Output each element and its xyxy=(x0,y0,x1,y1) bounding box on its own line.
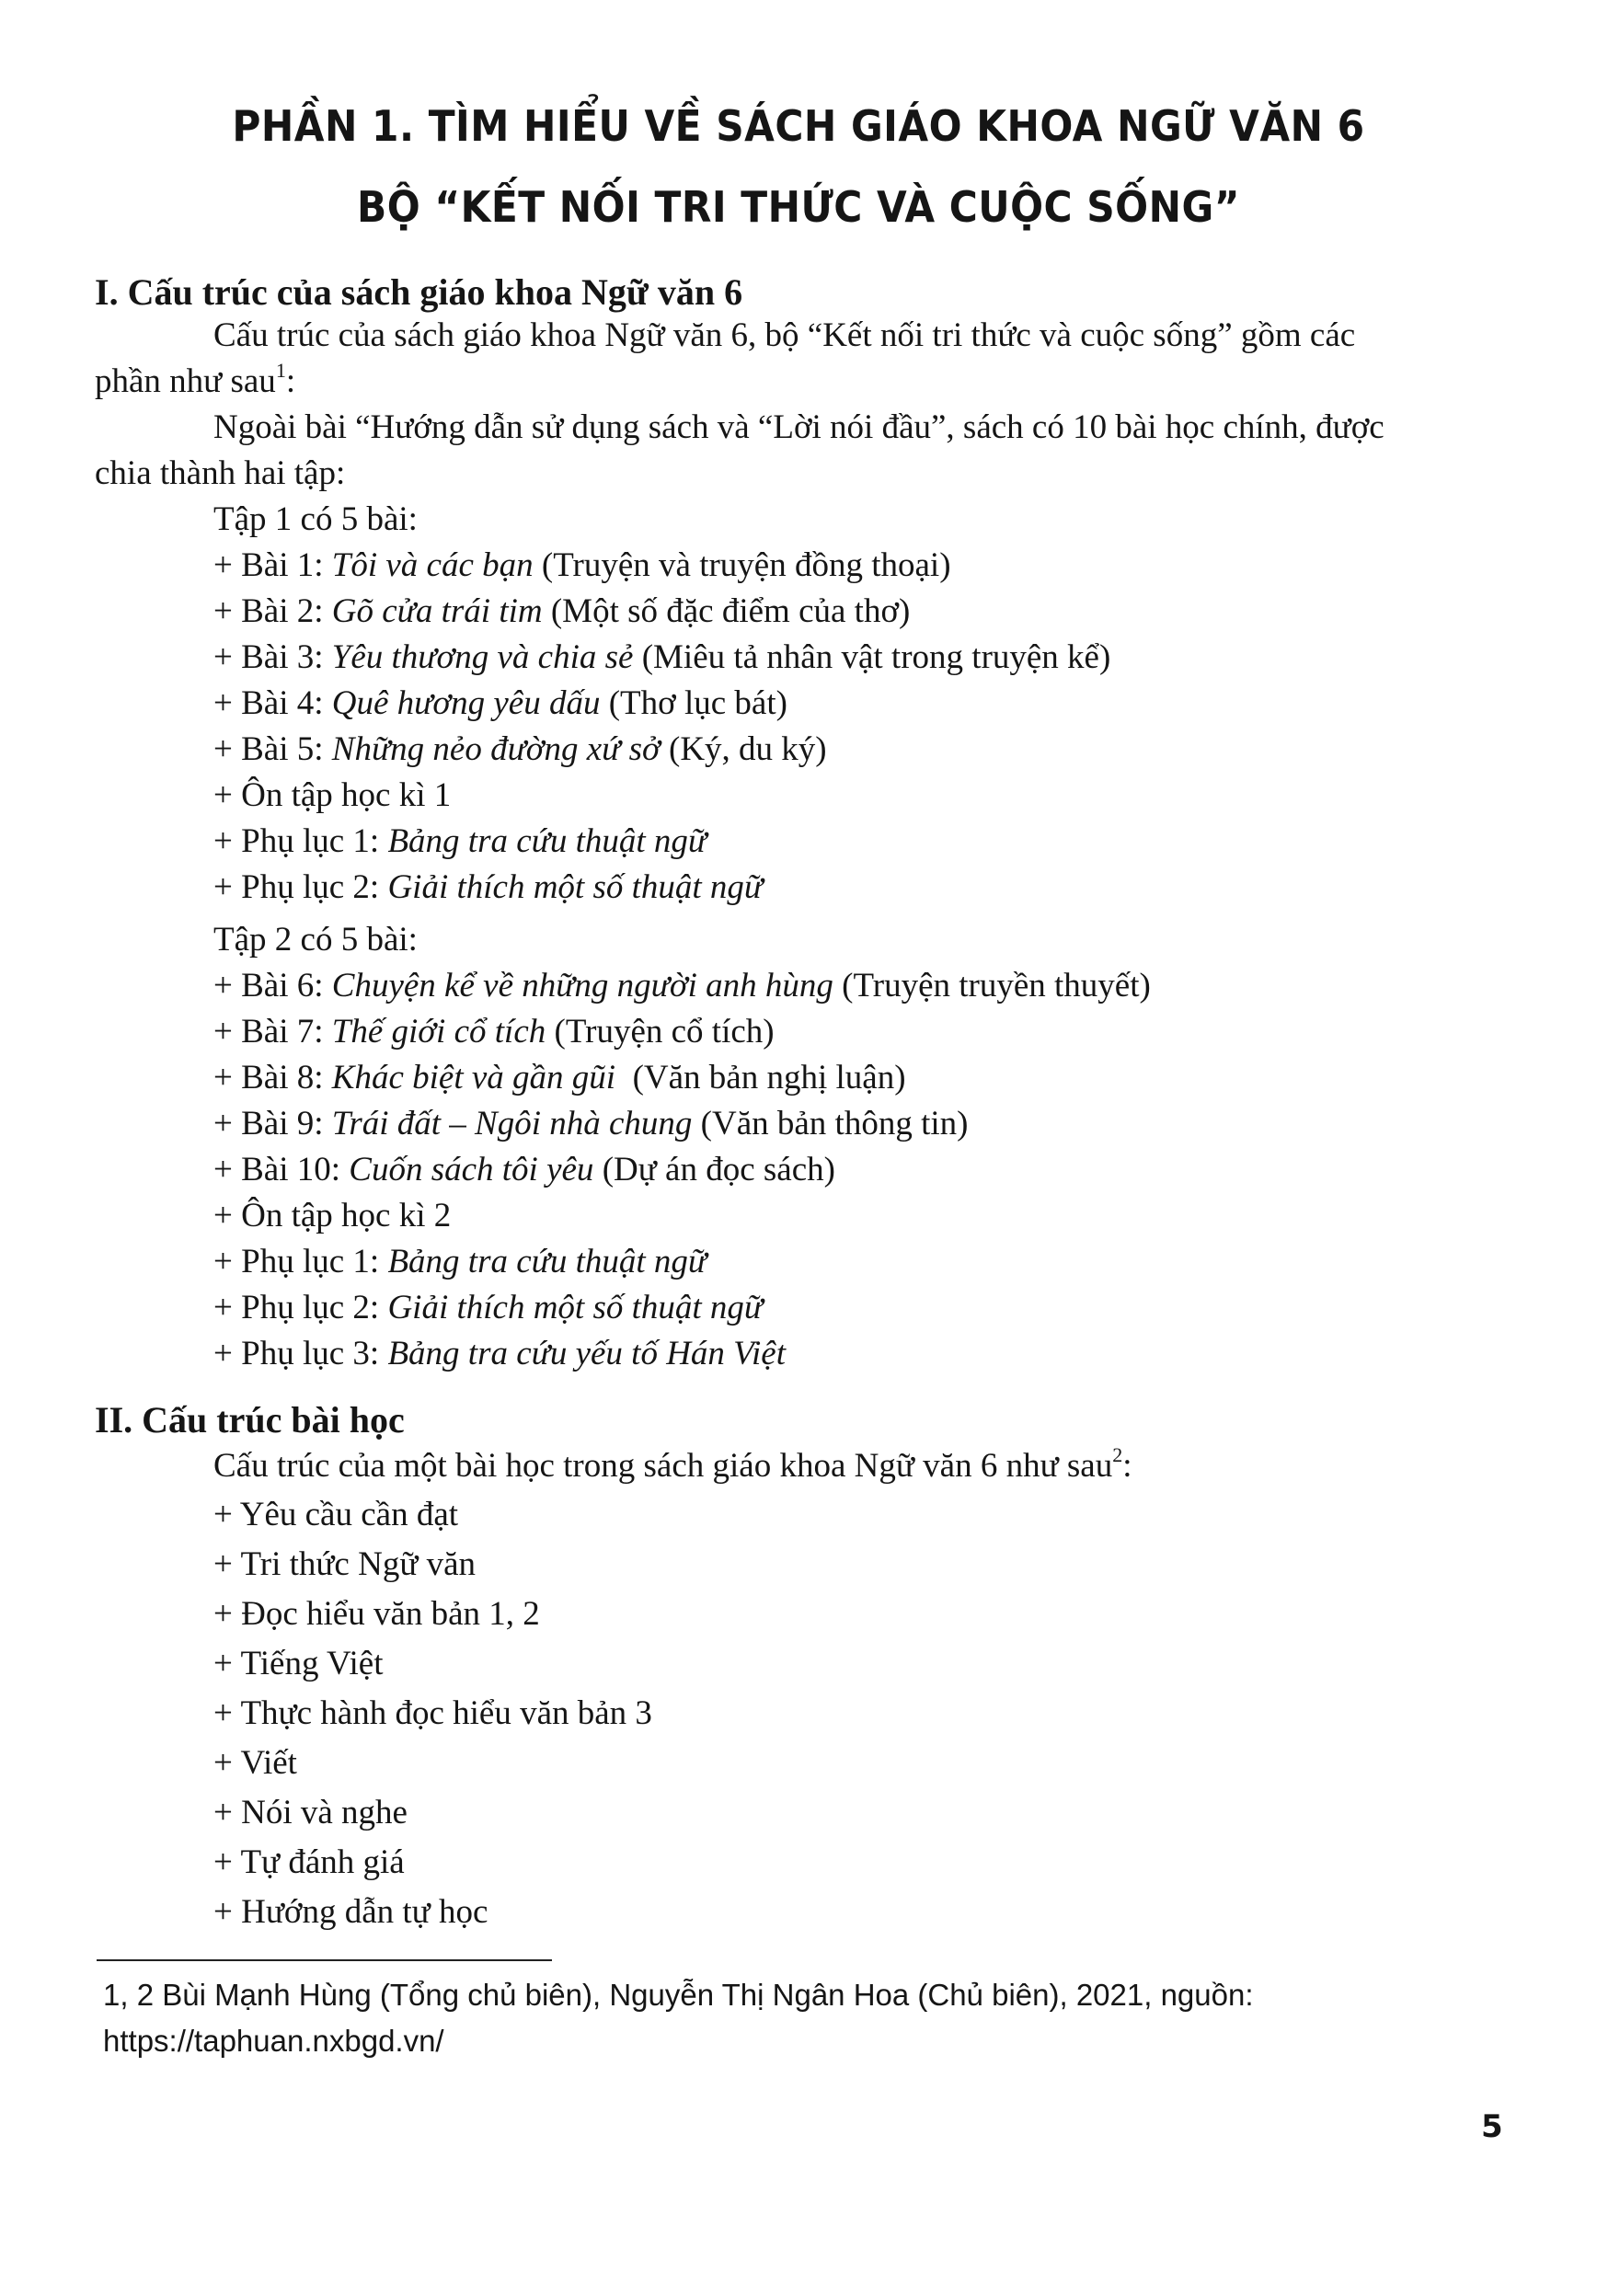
section-1-intro-line-1: Cấu trúc của sách giáo khoa Ngữ văn 6, bộ “Kết nối tri thức và cuộc sống” gồm các xyxy=(213,316,1356,354)
list-item xyxy=(213,1104,968,1143)
list-item xyxy=(213,966,1151,1005)
lesson-genre: (Dự án đọc sách) xyxy=(593,1151,835,1188)
list-item xyxy=(213,683,787,723)
lesson-genre: (Truyện và truyện đồng thoại) xyxy=(533,546,951,584)
list-item: + Thực hành đọc hiểu văn bản 3 xyxy=(213,1694,652,1732)
lesson-title: Bảng tra cứu thuật ngữ xyxy=(387,1243,707,1280)
page-title-line-2: BỘ “KẾT NỐI TRI THỨC VÀ CUỘC SỐNG” xyxy=(357,182,1240,232)
lesson-title: Bảng tra cứu thuật ngữ xyxy=(387,822,707,860)
list-item xyxy=(213,1196,451,1235)
list-item: + Hướng dẫn tự học xyxy=(213,1893,488,1931)
item-label: + Ôn tập học kì 2 xyxy=(213,1197,452,1234)
page-title-line-1: PHẦN 1. TÌM HIỂU VỀ SÁCH GIÁO KHOA NGỮ VĂN 6 xyxy=(232,101,1365,151)
item-label: + Bài 3: xyxy=(213,638,332,676)
list-item: + Tự đánh giá xyxy=(213,1843,405,1881)
list-item xyxy=(213,637,1110,677)
item-label: + Bài 2: xyxy=(213,592,332,630)
lesson-title: Tôi và các bạn xyxy=(331,546,534,584)
lesson-title: Thế giới cổ tích xyxy=(331,1013,546,1050)
lesson-title: Khác biệt và gần gũi xyxy=(331,1059,616,1096)
lesson-title: Giải thích một số thuật ngữ xyxy=(387,868,764,906)
list-item xyxy=(213,1058,906,1097)
footnote-ref-1: 1 xyxy=(275,359,286,382)
section-2-heading: II. Cấu trúc bài học xyxy=(95,1399,405,1441)
footnote-divider xyxy=(97,1959,552,1961)
section-1-para-2-line-1: Ngoài bài “Hướng dẫn sử dụng sách và “Lời nói đầu”, sách có 10 bài học chính, được xyxy=(213,408,1384,446)
list-item: + Tiếng Việt xyxy=(213,1645,384,1682)
lesson-genre: (Văn bản thông tin) xyxy=(692,1105,969,1142)
intro-colon: : xyxy=(285,362,296,400)
section-2-intro-colon: : xyxy=(1122,1447,1132,1485)
list-item xyxy=(213,1242,707,1281)
section-1-intro-line-2 xyxy=(95,359,296,401)
item-label: + Bài 5: xyxy=(213,730,332,768)
volume-1-heading: Tập 1 có 5 bài: xyxy=(213,500,418,538)
lesson-title: Gõ cửa trái tim xyxy=(331,592,543,630)
list-item: + Viết xyxy=(213,1744,297,1782)
item-label: + Bài 1: xyxy=(213,546,332,584)
item-label: + Ôn tập học kì 1 xyxy=(213,776,452,814)
list-item xyxy=(213,1150,835,1189)
list-item xyxy=(213,729,827,769)
lesson-title: Giải thích một số thuật ngữ xyxy=(387,1289,764,1326)
list-item: + Nói và nghe xyxy=(213,1794,408,1831)
lesson-title: Những nẻo đường xứ sở xyxy=(331,730,661,768)
lesson-title: Bảng tra cứu yếu tố Hán Việt xyxy=(387,1335,787,1372)
lesson-genre: (Miêu tả nhân vật trong truyện kể) xyxy=(633,638,1111,676)
section-2-intro xyxy=(213,1443,1132,1486)
item-label: + Phụ lục 3: xyxy=(213,1335,388,1372)
item-label: + Phụ lục 1: xyxy=(213,1243,388,1280)
lesson-title: Quê hương yêu dấu xyxy=(331,684,601,722)
list-item xyxy=(213,821,707,861)
volume-2-heading: Tập 2 có 5 bài: xyxy=(213,921,418,959)
lesson-title: Trái đất – Ngôi nhà chung xyxy=(331,1105,693,1142)
intro-text: phần như sau xyxy=(95,362,276,400)
item-label: + Phụ lục 2: xyxy=(213,868,388,906)
item-label: + Phụ lục 1: xyxy=(213,822,388,860)
lesson-title: Cuốn sách tôi yêu xyxy=(349,1151,594,1188)
list-item xyxy=(213,1334,786,1373)
section-2-intro-text: Cấu trúc của một bài học trong sách giáo khoa Ngữ văn 6 như sau xyxy=(213,1447,1113,1485)
footnote-line-2: https://taphuan.nxbgd.vn/ xyxy=(103,2024,444,2058)
item-label: + Bài 10: xyxy=(213,1151,350,1188)
list-item xyxy=(213,545,951,585)
lesson-genre: (Ký, du ký) xyxy=(660,730,827,768)
lesson-genre: (Truyện truyền thuyết) xyxy=(833,967,1151,1004)
item-label: + Bài 6: xyxy=(213,967,332,1004)
footnote-ref-2: 2 xyxy=(1112,1443,1123,1466)
lesson-genre: (Truyện cổ tích) xyxy=(546,1013,775,1050)
list-item: + Đọc hiểu văn bản 1, 2 xyxy=(213,1595,540,1633)
list-item: + Tri thức Ngữ văn xyxy=(213,1545,477,1583)
page-number: 5 xyxy=(1481,2108,1503,2145)
list-item xyxy=(213,591,910,631)
lesson-title: Yêu thương và chia sẻ xyxy=(331,638,634,676)
list-item: + Yêu cầu cần đạt xyxy=(213,1496,459,1533)
lesson-title: Chuyện kể về những người anh hùng xyxy=(331,967,833,1004)
list-item xyxy=(213,775,451,815)
list-item xyxy=(213,867,763,907)
section-1-heading: I. Cấu trúc của sách giáo khoa Ngữ văn 6 xyxy=(95,271,743,313)
item-label: + Bài 7: xyxy=(213,1013,332,1050)
item-label: + Bài 9: xyxy=(213,1105,332,1142)
lesson-genre: (Văn bản nghị luận) xyxy=(615,1059,906,1096)
item-label: + Bài 4: xyxy=(213,684,332,722)
item-label: + Phụ lục 2: xyxy=(213,1289,388,1326)
item-label: + Bài 8: xyxy=(213,1059,332,1096)
section-1-para-2-line-2: chia thành hai tập: xyxy=(95,454,346,492)
footnote-line-1: 1, 2 Bùi Mạnh Hùng (Tổng chủ biên), Nguyễn Thị Ngân Hoa (Chủ biên), 2021, nguồn: xyxy=(103,1978,1254,2012)
list-item xyxy=(213,1288,763,1327)
list-item xyxy=(213,1012,775,1051)
lesson-genre: (Thơ lục bát) xyxy=(600,684,787,722)
lesson-genre: (Một số đặc điểm của thơ) xyxy=(542,592,911,630)
